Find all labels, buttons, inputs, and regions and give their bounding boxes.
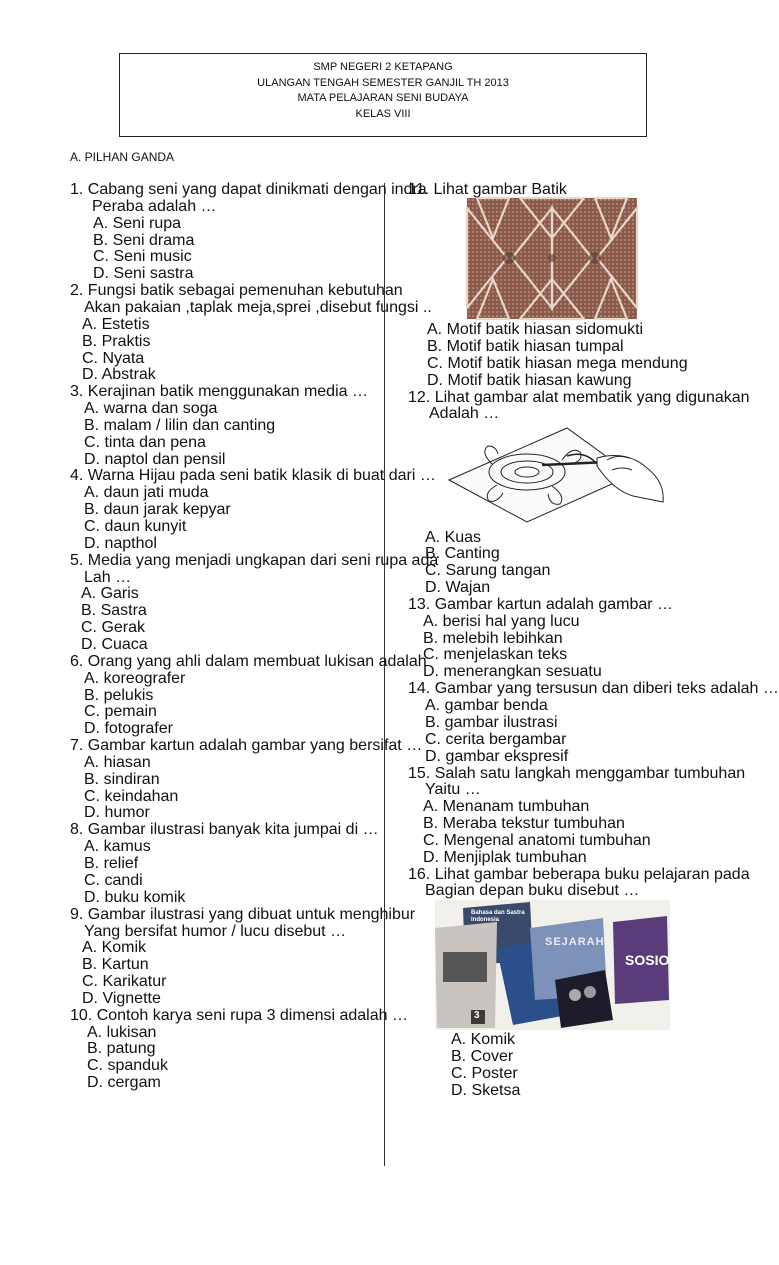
question-line: 11. Lihat gambar Batik <box>408 181 567 198</box>
question-line: C. Motif batik hiasan mega mendung <box>427 355 688 372</box>
question-line: 10. Contoh karya seni rupa 3 dimensi adalah … <box>70 1007 408 1024</box>
class-name: KELAS VIII <box>355 107 411 120</box>
question-line: Yaitu … <box>425 781 481 798</box>
question-line: A. Komik <box>451 1031 516 1048</box>
question-line: A. kamus <box>84 838 151 855</box>
batik-motif-image <box>467 198 637 319</box>
question-line: C. spanduk <box>87 1057 168 1074</box>
question-line: 14. Gambar yang tersusun dan diberi teks adalah … <box>408 680 779 697</box>
question-line: B. melebih lebihkan <box>423 630 563 647</box>
question-line: A. lukisan <box>87 1024 157 1041</box>
question-line: D. Wajan <box>425 579 491 596</box>
question-line: D. gambar ekspresif <box>425 748 569 765</box>
question-line: D. Motif batik hiasan kawung <box>427 372 632 389</box>
book-title-indonesia: Bahasa dan Sastra Indonesia <box>471 910 525 923</box>
exam-header <box>119 53 647 137</box>
question-line: A. warna dan soga <box>84 400 218 417</box>
question-line: A. hiasan <box>84 754 151 771</box>
question-line: C. Nyata <box>82 350 145 367</box>
question-line: B. sindiran <box>84 771 160 788</box>
question-line: D. napthol <box>84 535 157 552</box>
question-line: B. malam / lilin dan canting <box>84 417 276 434</box>
question-line: A. Motif batik hiasan sidomukti <box>427 321 644 338</box>
question-line: Yang bersifat humor / lucu disebut … <box>84 923 347 940</box>
question-line: A. Estetis <box>82 316 150 333</box>
question-line: A. Kuas <box>425 529 482 546</box>
question-line: Bagian depan buku disebut … <box>425 882 640 899</box>
question-line: B. gambar ilustrasi <box>425 714 558 731</box>
textbooks-photo <box>435 900 678 1030</box>
question-line: D. fotografer <box>84 720 173 737</box>
question-line: D. Vignette <box>82 990 161 1007</box>
question-line: B. Motif batik hiasan tumpal <box>427 338 624 355</box>
question-line: B. Seni drama <box>93 232 195 249</box>
question-line: A. Seni rupa <box>93 215 182 232</box>
question-line: C. pemain <box>84 703 157 720</box>
question-line: Peraba adalah … <box>92 198 217 215</box>
section-title: A. PILHAN GANDA <box>70 150 175 164</box>
question-line: D. menerangkan sesuatu <box>423 663 602 680</box>
question-line: B. Kartun <box>82 956 149 973</box>
question-line: A. koreografer <box>84 670 186 687</box>
question-line: A. Komik <box>82 939 147 956</box>
question-line: D. Abstrak <box>82 366 156 383</box>
question-line: C. keindahan <box>84 788 179 805</box>
question-line: D. cergam <box>87 1074 161 1091</box>
question-line: D. naptol dan pensil <box>84 451 226 468</box>
question-line: B. patung <box>87 1040 156 1057</box>
question-line: 16. Lihat gambar beberapa buku pelajaran pada <box>408 866 750 883</box>
question-line: C. tinta dan pena <box>84 434 206 451</box>
question-line: B. pelukis <box>84 687 154 704</box>
question-line: 13. Gambar kartun adalah gambar … <box>408 596 674 613</box>
canting-drawing-image <box>447 420 665 525</box>
question-line: C. Seni music <box>93 248 192 265</box>
question-line: A. Menanam tumbuhan <box>423 798 590 815</box>
question-line: 7. Gambar kartun adalah gambar yang bersifat … <box>70 737 423 754</box>
question-line: C. Karikatur <box>82 973 167 990</box>
question-line: A. gambar benda <box>425 697 548 714</box>
question-line: 9. Gambar ilustrasi yang dibuat untuk menghibur <box>70 906 416 923</box>
subject-name: MATA PELAJARAN SENI BUDAYA <box>297 92 469 104</box>
question-line: 1. Cabang seni yang dapat dinikmati dengan indra <box>70 181 427 198</box>
question-line: 2. Fungsi batik sebagai pemenuhan kebutuhan <box>70 282 403 299</box>
question-line: B. Meraba tekstur tumbuhan <box>423 815 625 832</box>
question-line: B. daun jarak kepyar <box>84 501 231 518</box>
question-line: 4. Warna Hijau pada seni batik klasik di buat dari … <box>70 467 436 484</box>
school-name: SMP NEGERI 2 KETAPANG <box>313 61 453 73</box>
question-line: B. relief <box>84 855 139 872</box>
question-line: 6. Orang yang ahli dalam membuat lukisan adalah <box>70 653 427 670</box>
question-line: B. Sastra <box>81 602 147 619</box>
question-line: C. Mengenal anatomi tumbuhan <box>423 832 651 849</box>
question-line: D. Seni sastra <box>93 265 194 282</box>
question-line: D. Menjiplak tumbuhan <box>423 849 587 866</box>
book-title-sejarah: SEJARAH <box>545 936 605 948</box>
question-line: C. menjelaskan teks <box>423 646 568 663</box>
question-line: D. buku komik <box>84 889 186 906</box>
question-line: C. candi <box>84 872 143 889</box>
question-line: D. Cuaca <box>81 636 148 653</box>
question-line: C. Poster <box>451 1065 518 1082</box>
question-line: 15. Salah satu langkah menggambar tumbuhan <box>408 765 746 782</box>
question-line: 12. Lihat gambar alat membatik yang digunakan <box>408 389 750 406</box>
question-line: B. Praktis <box>82 333 151 350</box>
exam-title: ULANGAN TENGAH SEMESTER GANJIL TH 2013 <box>257 76 509 89</box>
book-volume-number: 3 <box>474 1010 480 1021</box>
book-title-sosiologi: SOSIOL <box>625 952 678 968</box>
question-line: 8. Gambar ilustrasi banyak kita jumpai di … <box>70 821 379 838</box>
question-line: C. cerita bergambar <box>425 731 567 748</box>
question-line: A. daun jati muda <box>84 484 209 501</box>
question-line: B. Cover <box>451 1048 514 1065</box>
question-line: Adalah … <box>429 405 500 422</box>
question-line: A. berisi hal yang lucu <box>423 613 580 630</box>
question-line: C. Sarung tangan <box>425 562 551 579</box>
question-line: A. Garis <box>81 585 139 602</box>
question-line: C. daun kunyit <box>84 518 187 535</box>
question-line: D. humor <box>84 804 150 821</box>
question-line: Akan pakaian ,taplak meja,sprei ,disebut fungsi .. <box>84 299 432 316</box>
question-line: C. Gerak <box>81 619 146 636</box>
question-line: Lah … <box>84 569 132 586</box>
question-line: D. Sketsa <box>451 1082 521 1099</box>
question-line: 3. Kerajinan batik menggunakan media … <box>70 383 368 400</box>
question-line: B. Canting <box>425 545 500 562</box>
question-line: 5. Media yang menjadi ungkapan dari seni rupa ada <box>70 552 439 569</box>
